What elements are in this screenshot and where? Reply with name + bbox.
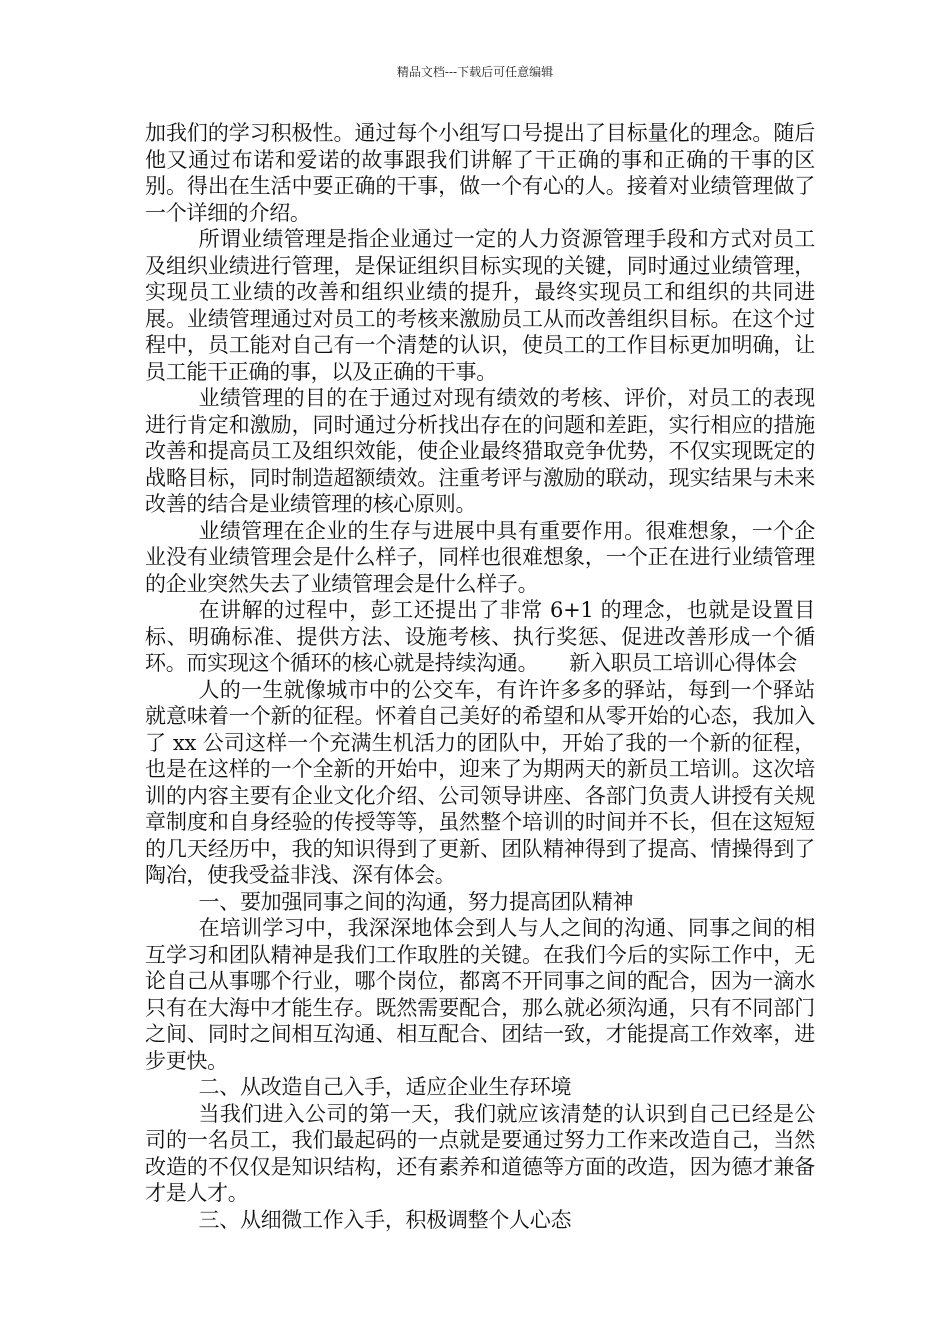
paragraph: 业绩管理的目的在于通过对现有绩效的考核、评价，对员工的表现进行肯定和激励，同时通过分析找出存在的问题和差距，实行相应的措施改善和提高员工及组织效能，使企业最终猎取竞争优势，不仅实现既定的战略目标，同时制造超额绩效。注重考评与激励的联动，现实结果与未来改善的结合是业绩管理的核心原则。 (145, 386, 815, 516)
section-heading: 三、从细微工作入手，积极调整个人心态 (198, 1207, 572, 1232)
section-heading: 一、要加强同事之间的沟通，努力提高团队精神 (198, 889, 634, 914)
paragraph: 业绩管理在企业的生存与进展中具有重要作用。很难想象，一个企业没有业绩管理会是什么样子，同样也很难想象，一个正在进行业绩管理的企业突然失去了业绩管理会是什么样子。 (145, 518, 815, 596)
paragraph: 在培训学习中，我深深地体会到人与人之间的沟通、同事之间的相互学习和团队精神是我们工作取胜的关键。在我们今后的实际工作中，无论自己从事哪个行业，哪个岗位，都离不开同事之间的配合，因为一滴水只有在大海中才能生存。既然需要配合，那么就必须沟通，只有不同部门之间、同时之间相互沟通、相互配合、团结一致，才能提高工作效率，进步更快。 (145, 916, 815, 1073)
paragraph: 在讲解的过程中，彭工还提出了非常 6+1 的理念，也就是设置目标、明确标准、提供方法、设施考核、执行奖惩、促进改善形成一个循环。而实现这个循环的核心就是持续沟通。 新入职员工培训心得体会 (145, 598, 815, 675)
paragraph: 当我们进入公司的第一天，我们就应该清楚的认识到自己已经是公司的一名员工，我们最起码的一点就是要通过努力工作来改造自己，当然改造的不仅仅是知识结构，还有素养和道德等方面的改造，因为德才兼备才是人才。 (145, 1101, 815, 1205)
paragraph: 人的一生就像城市中的公交车，有许许多多的驿站，每到一个驿站就意味着一个新的征程。怀着自己美好的希望和从零开始的心态，我加入了 xx 公司这样一个充满生机活力的团队中，开始了我的一个新的征程，也是在这样的一个全新的开始中，迎来了为期两天的新员工培训。这次培训的内容主要有企业文化介绍、公司领导讲座、各部门负责人讲授有关规章制度和自身经验的传授等等，虽然整个培训的时间并不长，但在这短短的几天经历中，我的知识得到了更新、团队精神得到了提高、情操得到了陶冶，使我受益非浅、深有体会。 (145, 677, 815, 887)
page-header: 精品文档---下载后可任意编辑 (396, 65, 554, 79)
paragraph: 加我们的学习积极性。通过每个小组写口号提出了目标量化的理念。随后他又通过布诺和爱诺的故事跟我们讲解了干正确的事和正确的干事的区别。得出在生活中要正确的干事，做一个有心的人。接着对业绩管理做了一个详细的介绍。 (145, 121, 815, 225)
section-heading: 二、从改造自己入手，适应企业生存环境 (198, 1075, 572, 1099)
paragraph: 所谓业绩管理是指企业通过一定的人力资源管理手段和方式对员工及组织业绩进行管理，是保证组织目标实现的关键，同时通过业绩管理，实现员工业绩的改善和组织业绩的提升，最终实现员工和组织的共同进展。业绩管理通过对员工的考核来激励员工从而改善组织目标。在这个过程中，员工能对自己有一个清楚的认识，使员工的工作目标更加明确，让员工能干正确的事，以及正确的干事。 (145, 227, 815, 384)
document-body (145, 120, 815, 1233)
